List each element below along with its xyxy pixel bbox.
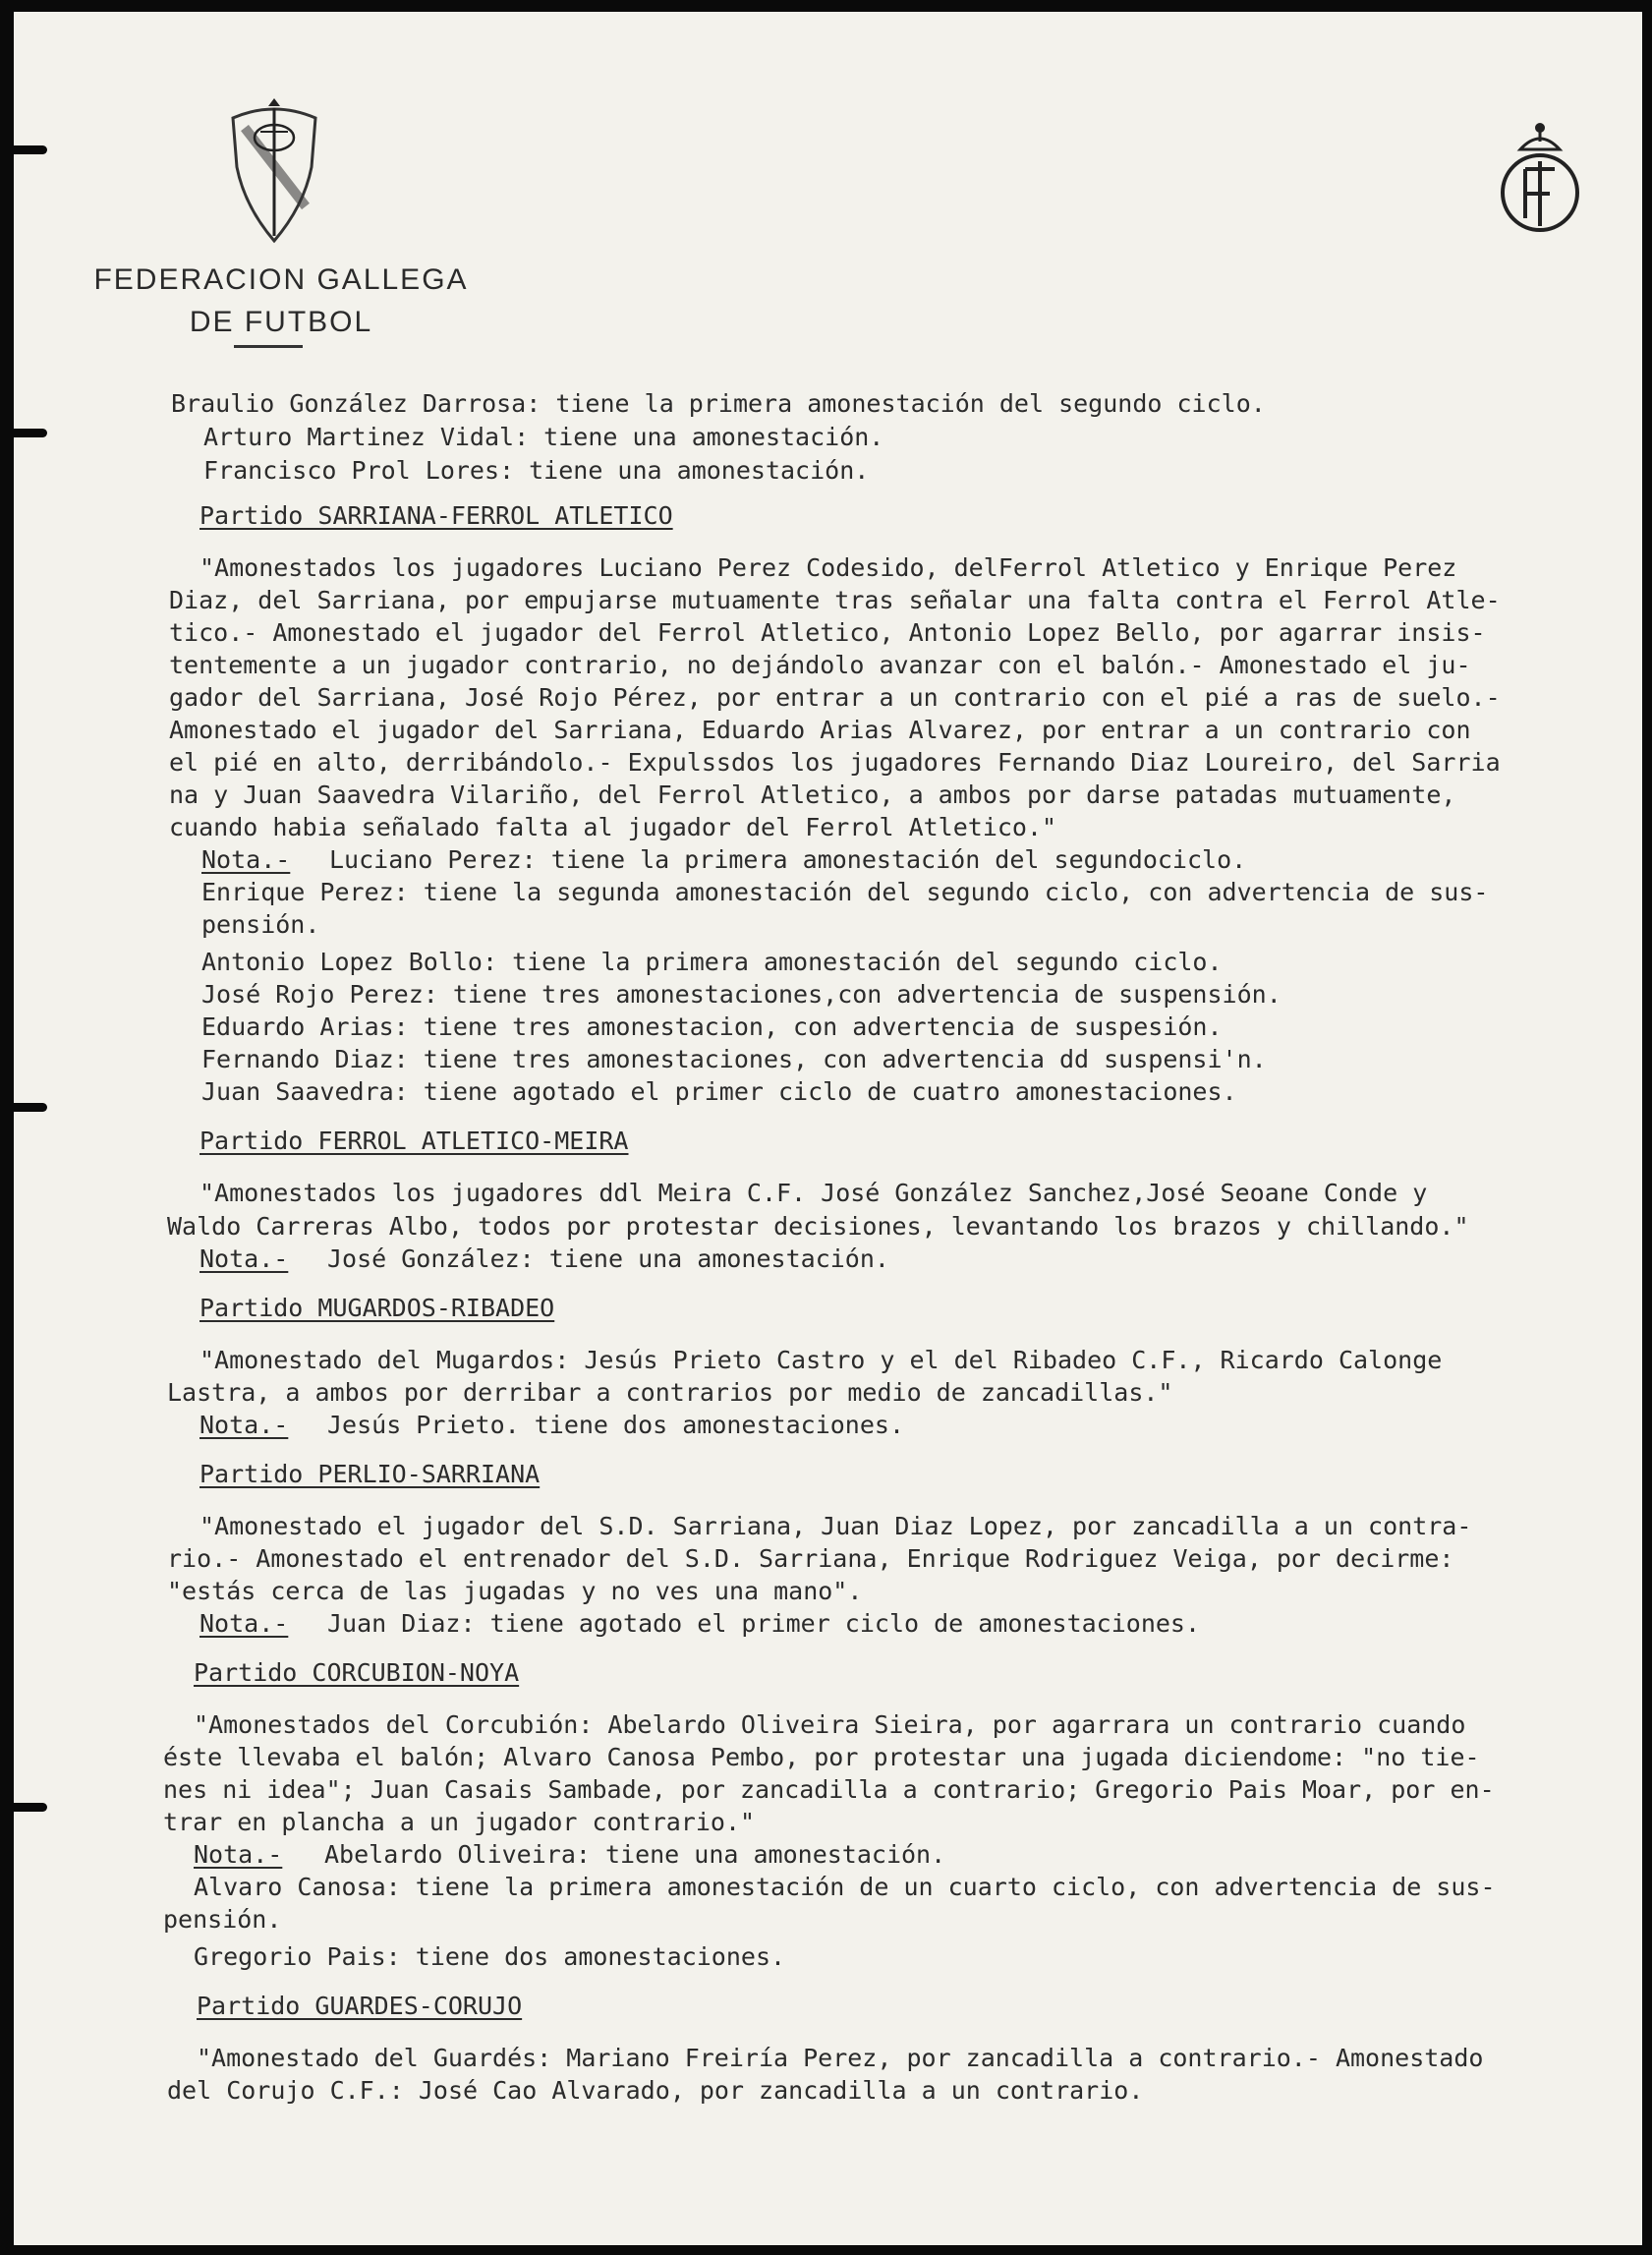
text-line: "Amonestado el jugador del S.D. Sarriana, Juan Diaz Lopez, por zancadilla a un contra- [199,1512,1472,1540]
note-label: Nota.- [199,1411,289,1439]
text-line: rio.- Amonestado el entrenador del S.D. Sarriana, Enrique Rodriguez Veiga, por decirme: [167,1544,1454,1573]
match-heading: Partido FERROL ATLETICO-MEIRA [199,1127,629,1155]
text-line: Enrique Perez: tiene la segunda amonestación del segundo ciclo, con advertencia de sus- [201,878,1489,906]
match-heading: Partido SARRIANA-FERROL ATLETICO [199,501,673,530]
text-line: pensión. [201,910,320,939]
text-line: Lastra, a ambos por derribar a contrarios por medio de zancadillas." [167,1378,1173,1407]
document-body [14,12,1642,2245]
text-line: José González: tiene una amonestación. [327,1244,889,1273]
text-line: na y Juan Saavedra Vilariño, del Ferrol Atletico, a ambos por darse patadas mutuamente, [169,781,1456,809]
text-line: Alvaro Canosa: tiene la primera amonestación de un cuarto ciclo, con advertencia de sus- [194,1873,1496,1901]
text-line: "Amonestados del Corcubión: Abelardo Oliveira Sieira, por agarrara un contrario cuando [194,1710,1466,1739]
text-line: Braulio González Darrosa: tiene la primera amonestación del segundo ciclo. [171,389,1266,418]
text-line: tentemente a un jugador contrario, no dejándolo avanzar con el balón.- Amonestado el ju- [169,651,1471,679]
match-heading: Partido PERLIO-SARRIANA [199,1460,541,1488]
text-line: el pié en alto, derribándolo.- Expulssdos los jugadores Fernando Diaz Loureiro, del Sarria [169,748,1501,777]
text-line: Eduardo Arias: tiene tres amonestacion, con advertencia de suspesión. [201,1012,1223,1041]
text-line: Jesús Prieto. tiene dos amonestaciones. [327,1411,904,1439]
text-line: "Amonestados los jugadores ddl Meira C.F. José González Sanchez,José Seoane Conde y [199,1179,1428,1207]
text-line: del Corujo C.F.: José Cao Alvarado, por zancadilla a un contrario. [167,2076,1144,2105]
text-line: tico.- Amonestado el jugador del Ferrol Atletico, Antonio Lopez Bello, por agarrar insis- [169,618,1486,647]
note-label: Nota.- [199,1609,289,1638]
text-line: Diaz, del Sarriana, por empujarse mutuamente tras señalar una falta contra el Ferrol Atle- [169,586,1501,614]
federation-name-line2: DE FUTBOL [189,306,373,338]
text-line: cuando habia señalado falta al jugador del Ferrol Atletico." [169,813,1057,841]
note-label: Nota.- [199,1244,289,1273]
text-line: gador del Sarriana, José Rojo Pérez, por entrar a un contrario con el pié a ras de suelo.- [169,683,1501,712]
note-label: Nota.- [201,845,291,874]
text-line: "Amonestados los jugadores Luciano Perez Codesido, delFerrol Atletico y Enrique Perez [199,553,1457,582]
text-line: Abelardo Oliveira: tiene una amonestación. [324,1840,946,1869]
text-line: José Rojo Perez: tiene tres amonestaciones,con advertencia de suspensión. [201,980,1282,1009]
text-line: Amonestado el jugador del Sarriana, Eduardo Arias Alvarez, por entrar a un contrario con [169,716,1471,744]
text-line: Francisco Prol Lores: tiene una amonestación. [203,456,870,485]
text-line: Antonio Lopez Bollo: tiene la primera amonestación del segundo ciclo. [201,948,1223,976]
text-line: trar en plancha a un jugador contrario." [163,1808,756,1836]
text-line: Luciano Perez: tiene la primera amonestación del segundociclo. [329,845,1247,874]
text-line: nes ni idea"; Juan Casais Sambade, por zancadilla a contrario; Gregorio Pais Moar, por en- [163,1775,1495,1804]
text-line: Juan Diaz: tiene agotado el primer ciclo de amonestaciones. [327,1609,1201,1638]
match-heading: Partido CORCUBION-NOYA [194,1658,520,1687]
text-line: Fernando Diaz: tiene tres amonestaciones, con advertencia dd suspensi'n. [201,1045,1267,1073]
match-heading: Partido GUARDES-CORUJO [197,1992,523,2020]
text-line: éste llevaba el balón; Alvaro Canosa Pembo, por protestar una jugada diciendome: "no tie- [163,1743,1480,1771]
text-line: Gregorio Pais: tiene dos amonestaciones. [194,1942,786,1971]
text-line: Waldo Carreras Albo, todos por protestar decisiones, levantando los brazos y chillando." [167,1212,1469,1241]
document-page [14,12,1642,2245]
match-heading: Partido MUGARDOS-RIBADEO [199,1294,555,1322]
federation-name-line1: FEDERACION GALLEGA [93,263,469,296]
text-line: Juan Saavedra: tiene agotado el primer ciclo de cuatro amonestaciones. [201,1077,1237,1106]
text-line: pensión. [163,1905,282,1934]
text-line: "estás cerca de las jugadas y no ves una mano". [167,1577,863,1605]
text-line: "Amonestado del Mugardos: Jesús Prieto Castro y el del Ribadeo C.F., Ricardo Calonge [199,1346,1443,1374]
text-line: "Amonestado del Guardés: Mariano Freiría Perez, por zancadilla a contrario.- Amonestado [197,2044,1484,2072]
note-label: Nota.- [194,1840,283,1869]
text-line: Arturo Martinez Vidal: tiene una amonestación. [203,423,884,451]
